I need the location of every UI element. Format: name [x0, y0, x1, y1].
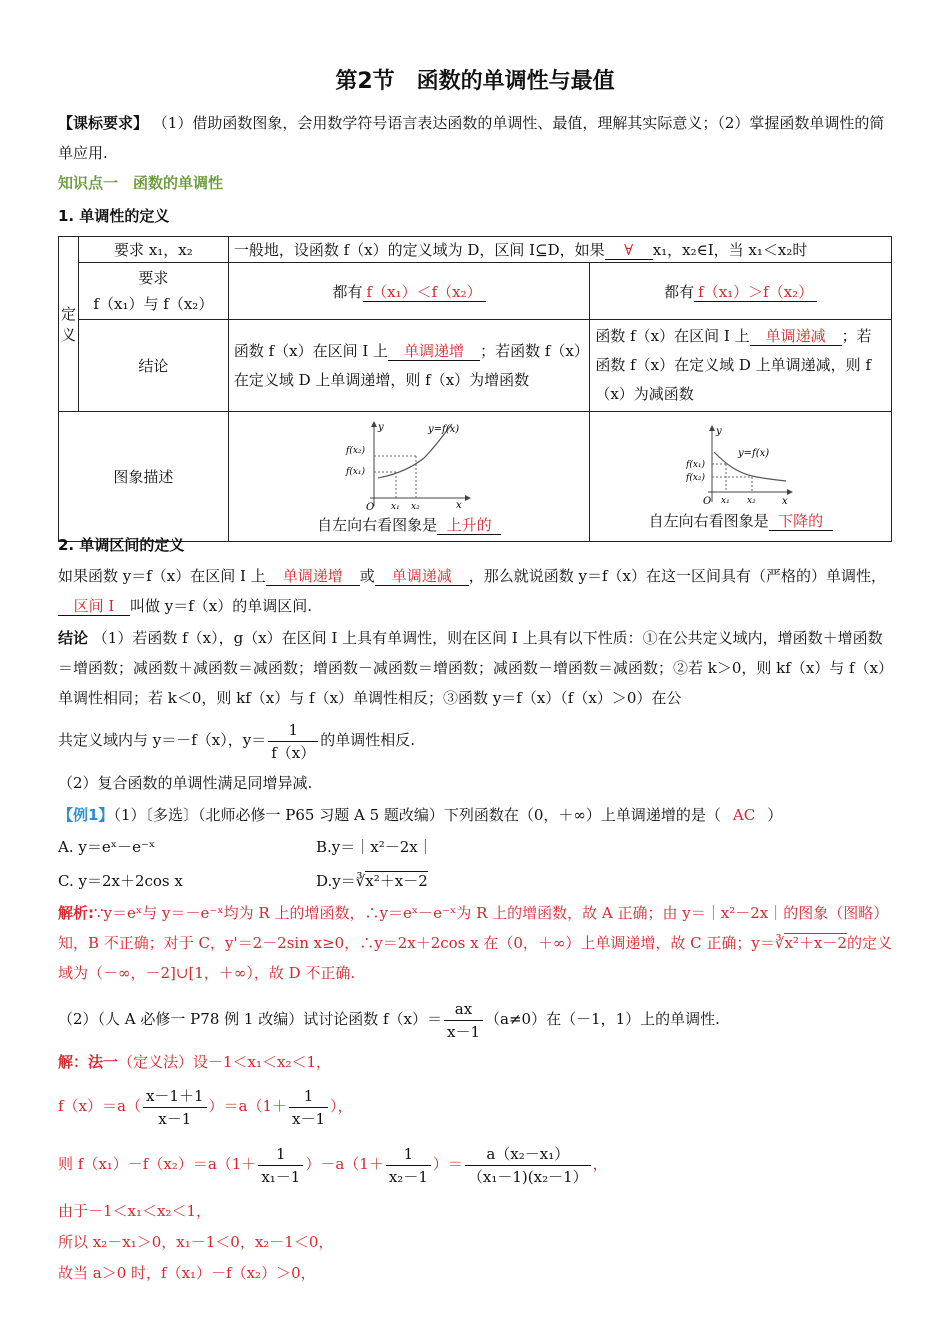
- conclusion-text-2a: 共定义域内与 y＝－f（x），y＝: [58, 731, 267, 749]
- graph2-x2-label: x₂: [746, 496, 756, 506]
- requirement-tag: 【课标要求】: [58, 114, 149, 132]
- graph2-x1-label: x₁: [720, 496, 730, 506]
- l1-frac-1: [143, 1085, 207, 1130]
- s2-text-d: ，那么就说函数 y＝f（x）在这一区间具有（严格的）单调性，: [468, 567, 886, 585]
- graph1-caption-blank: 上升的: [437, 516, 501, 535]
- option-b: B.y＝｜x²－2x｜: [316, 838, 433, 856]
- graph2-x-label: x: [781, 496, 788, 506]
- example-tag: 【例1】: [58, 806, 114, 824]
- row4-label: 图象描述: [59, 412, 229, 542]
- l1-a: f（x）＝a（: [58, 1097, 141, 1115]
- analysis-tag: 解析:: [58, 904, 94, 922]
- graph1-x2-label: x₂: [411, 502, 420, 512]
- row2-right-blank: f（x₁）＞f（x₂）: [694, 283, 817, 302]
- conclusion-fraction: [268, 719, 318, 764]
- row2-right: [590, 263, 892, 320]
- graph2-caption-text: 自左向右看图象是: [648, 512, 769, 530]
- example-q1-end: ）: [767, 806, 783, 824]
- l2-frac-1: [258, 1143, 303, 1188]
- s2-blank-1: 单调递增: [266, 567, 360, 586]
- l2-frac1-den: x₁－1: [261, 1167, 301, 1186]
- graph1-fx2-label: f(x₂): [346, 446, 366, 456]
- row3-right-a: 函数 f（x）在区间 I 上: [595, 327, 750, 345]
- s2-blank-3: 区间 I: [58, 597, 130, 616]
- knowledge-point-heading: 知识点一 函数的单调性: [58, 174, 224, 192]
- option-d-radicand: x²＋x－2: [365, 872, 428, 890]
- section-1-heading: 1. 单调性的定义: [58, 207, 170, 225]
- row1-blank: ∀: [605, 241, 653, 260]
- row3-right-b: ；若函数 f（x）在定义域 D 上单调递减，则 f（x）为减函数: [595, 327, 872, 403]
- solution-header: [58, 1047, 892, 1077]
- graph1-curve-label: y=f(x): [428, 424, 460, 435]
- graph2-curve-label: y=f(x): [737, 448, 769, 459]
- solution-line-4: 所以 x₂－x₁＞0，x₁－1＜0，x₂－1＜0，: [58, 1233, 334, 1251]
- row3-right: [590, 320, 892, 412]
- row3-left-a: 函数 f（x）在区间 I 上: [233, 341, 389, 360]
- graph1-origin-label: O: [366, 502, 375, 512]
- analysis-radicand: x²＋x－2: [784, 934, 847, 952]
- l2-d: ，: [592, 1155, 608, 1173]
- row2-right-prefix: 都有: [664, 282, 695, 301]
- conclusion-text-1: （1）若函数 f（x），g（x）在区间 I 上具有单调性，则在区间 I 上具有以下性质：①在公共定义域内，增函数＋增函数＝增函数；减函数＋减函数＝减函数；增函数－减函数＝增函数；减函数－增函数＝减函数；②若 k＞0，则 kf（x）与 f（x）单调性相同；若 k＜0，则 kf（x）与 f（x）单调性相反；③函数 y＝f（x）（f（x）＞0）在公: [58, 629, 886, 707]
- decreasing-function-graph: [686, 422, 796, 506]
- row2-label: 要求 f（x₁）与 f（x₂）: [79, 263, 229, 320]
- l2-frac1-num: 1: [258, 1143, 303, 1166]
- requirement-text: （1）借助函数图象，会用数学符号语言表达函数的单调性、最值，理解其实际意义；（2）掌握函数单调性的简单应用.: [58, 114, 885, 162]
- row3-right-blank: 单调递减: [750, 327, 842, 346]
- l2-frac3-den: （x₁－1)(x₂－1）: [467, 1167, 588, 1186]
- l2-frac-2: [386, 1143, 431, 1188]
- section-2-heading: 2. 单调区间的定义: [58, 536, 185, 554]
- conclusion-line-2: [58, 716, 892, 764]
- option-a: A. y＝eˣ－e⁻ˣ: [58, 838, 156, 856]
- row1-content: [228, 237, 891, 263]
- row3-label: 结论: [79, 320, 229, 412]
- option-c: C. y＝2x＋2cos x: [58, 872, 183, 890]
- conclusion-frac-den: f（x）: [271, 743, 316, 762]
- option-d: [316, 866, 616, 896]
- l2-frac-3: [465, 1143, 591, 1188]
- l1-frac1-num: x－1＋1: [143, 1085, 207, 1108]
- conclusion-tag: 结论: [58, 629, 89, 647]
- analysis-text-2: 的定义域为（－∞，－2]∪[1，＋∞），故 D 不正确.: [58, 934, 892, 982]
- graph1-x-label: x: [456, 500, 462, 511]
- row3-left-b: ；若函数 f（x）在定义域 D 上单调递增，则 f（x）为增函数: [233, 341, 582, 389]
- solution-method: （定义法）设－1＜x₁＜x₂＜1，: [118, 1053, 332, 1071]
- graph2-fx1-label: f(x₁): [685, 460, 705, 470]
- l2-frac2-den: x₂－1: [388, 1167, 428, 1186]
- row1-text-a: 一般地，设函数 f（x）的定义域为 D，区间 I⊆D，如果: [233, 241, 605, 259]
- graph1-y-label: y: [378, 422, 384, 433]
- l1-frac1-den: x－1: [158, 1109, 192, 1128]
- requirement: [58, 108, 892, 168]
- l1-b: ）＝a（1＋: [208, 1097, 288, 1115]
- conclusion-line-3: （2）复合函数的单调性满足同增异减.: [58, 774, 313, 792]
- graph1-caption-text: 自左向右看图象是: [317, 516, 438, 534]
- graph2-fx2-label: f(x₂): [685, 473, 705, 483]
- example-q1-text: （1）〔多选〕（北师必修一 P65 习题 A 5 题改编）下列函数在（0，＋∞）上单调递增的是（: [113, 806, 721, 824]
- l1-frac2-num: 1: [289, 1085, 328, 1108]
- graph2-caption: [592, 510, 889, 531]
- analysis-text-1: ∵y＝eˣ与 y＝－e⁻ˣ均为 R 上的增函数，∴y＝eˣ－e⁻ˣ为 R 上的增函数，故 A 正确；由 y＝｜x²－2x｜的图象（图略）知，B 不正确；对于 C，y'＝2－2sin x≥0，∴y＝2x＋2cos x 在（0，＋∞）上单调递增，故 C 正确；y＝: [58, 904, 889, 952]
- solution-line-2: [58, 1140, 892, 1188]
- graph2-origin-label: O: [702, 496, 711, 506]
- row3-left: [228, 320, 590, 412]
- l2-a: 则 f（x₁）－f（x₂）＝a（1＋: [58, 1155, 257, 1173]
- cube-root-sign: ∛: [355, 872, 366, 890]
- l1-frac2-den: x－1: [292, 1109, 326, 1128]
- example-q1-answer: AC: [732, 806, 756, 824]
- definition-table: [58, 236, 892, 542]
- l1-c: ），: [330, 1097, 353, 1115]
- s2-text-a: 如果函数 y＝f（x）在区间 I 上: [58, 567, 266, 585]
- table-side-label: 定义: [59, 237, 79, 412]
- graph2-y-label: y: [715, 426, 722, 437]
- row2-left-blank: f（x₁）＜f（x₂）: [363, 283, 486, 302]
- graph1-x1-label: x₁: [391, 502, 400, 512]
- row1-text-b: x₁，x₂∈I，当 x₁＜x₂时: [652, 241, 808, 259]
- example-1-q2: [58, 995, 892, 1043]
- l2-frac3-num: a（x₂－x₁）: [465, 1143, 591, 1166]
- graph2-caption-blank: 下降的: [769, 512, 833, 531]
- increasing-graph-cell: [228, 412, 590, 542]
- solution-line-1: [58, 1082, 892, 1130]
- decreasing-graph-cell: [590, 412, 892, 542]
- row2-left-prefix: 都有: [332, 282, 363, 301]
- conclusion-text-2b: 的单调性相反.: [320, 731, 416, 749]
- q2-frac-den: x－1: [447, 1022, 481, 1041]
- row1-label: 要求 x₁，x₂: [79, 237, 229, 263]
- s2-text-c: 或: [359, 567, 375, 585]
- conclusion-block: [58, 623, 892, 713]
- row3-left-blank: 单调递增: [388, 342, 480, 361]
- l2-c: ）＝: [432, 1155, 463, 1173]
- q2-text-b: （a≠0）在（－1，1）上的单调性.: [485, 1010, 720, 1028]
- q2-fraction: [444, 998, 483, 1043]
- solution-tag: 解：法一: [58, 1053, 119, 1071]
- section-2-text: [58, 561, 892, 621]
- q2-text-a: （2）（人 A 必修一 P78 例 1 改编）试讨论函数 f（x）＝: [58, 1010, 442, 1028]
- l2-frac2-num: 1: [386, 1143, 431, 1166]
- graph1-fx1-label: f(x₁): [346, 467, 366, 477]
- increasing-function-graph: [344, 418, 474, 512]
- s2-text-e: 叫做 y＝f（x）的单调区间.: [130, 597, 313, 615]
- page-title: 第2节 函数的单调性与最值: [335, 69, 615, 94]
- example-1-q1: [58, 800, 892, 830]
- solution-line-5: 故当 a＞0 时，f（x₁）－f（x₂）＞0，: [58, 1264, 316, 1282]
- solution-line-3: 由于－1＜x₁＜x₂＜1，: [58, 1202, 212, 1220]
- l1-frac-2: [289, 1085, 328, 1130]
- l2-b: ）－a（1＋: [305, 1155, 384, 1173]
- conclusion-frac-num: 1: [268, 719, 318, 742]
- example-1-analysis: [58, 898, 892, 988]
- s2-blank-2: 单调递减: [375, 567, 469, 586]
- row2-left: [228, 263, 590, 320]
- q2-frac-num: ax: [444, 998, 483, 1021]
- option-d-prefix: D.y＝: [316, 872, 356, 890]
- analysis-cube-root-sign: ∛: [774, 934, 785, 952]
